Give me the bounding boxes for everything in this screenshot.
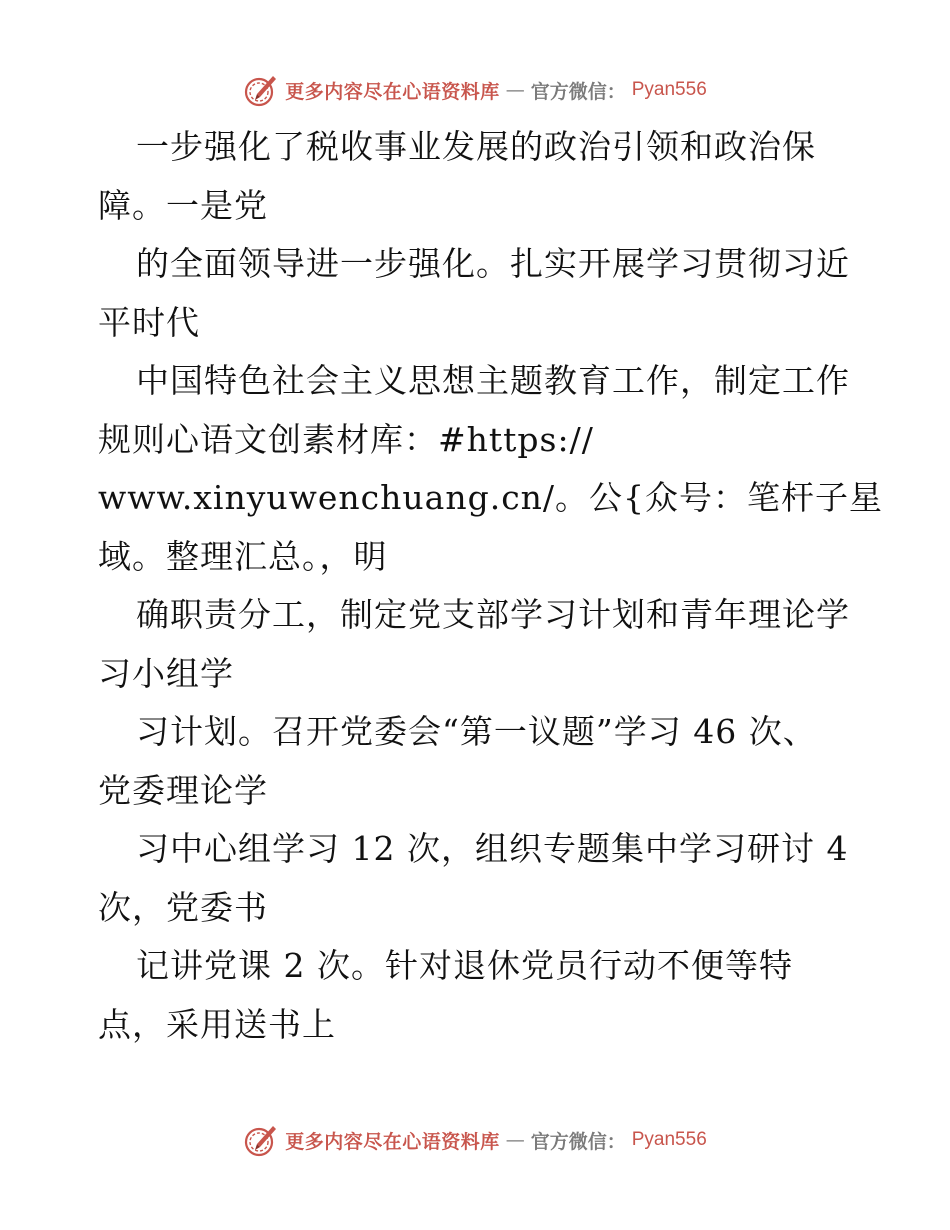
banner-separator: — [505,79,525,101]
banner-wechat-label: 官方微信： [530,1130,626,1153]
banner-separator: — [505,1129,525,1151]
quill-pen-logo-icon [243,1122,279,1158]
text-line: 中国特色社会主义思想主题教育工作，制定工作 [136,361,850,400]
text-line: 确职责分工，制定党支部学习计划和青年理论学 [136,595,850,634]
text-line: 规则心语文创素材库：#https:// [98,419,594,459]
header-banner [0,70,950,110]
text-line: 次，党委书 [98,887,268,927]
text-line: 障。一是党 [98,185,268,225]
text-line: 点，采用送书上 [98,1004,336,1044]
quill-pen-logo-icon [243,72,279,108]
text-line: 记讲党课 2 次。针对退休党员行动不便等特 [136,946,793,985]
banner-wechat-label: 官方微信： [530,80,626,103]
text-line: www.xinyuwenchuang.cn/。公{众号：笔杆子星 [98,478,884,517]
banner-main-text: 更多内容尽在心语资料库 [285,80,500,103]
banner-wechat-id: Pyan556 [631,79,707,100]
banner-wechat-id: Pyan556 [631,1129,707,1150]
text-line: 习中心组学习 12 次，组织专题集中学习研讨 4 [136,829,849,868]
text-line: 习小组学 [98,653,234,693]
footer-banner [0,1120,950,1160]
text-line: 域。整理汇总。，明 [98,536,388,576]
text-line: 党委理论学 [98,770,268,810]
text-line: 的全面领导进一步强化。扎实开展学习贯彻习近 [136,244,850,283]
banner-main-text: 更多内容尽在心语资料库 [285,1130,500,1153]
text-line: 一步强化了税收事业发展的政治引领和政治保 [136,127,816,166]
text-line: 习计划。召开党委会“第一议题”学习 46 次、 [136,712,817,751]
text-line: 平时代 [98,302,200,342]
document-body [98,118,884,1054]
